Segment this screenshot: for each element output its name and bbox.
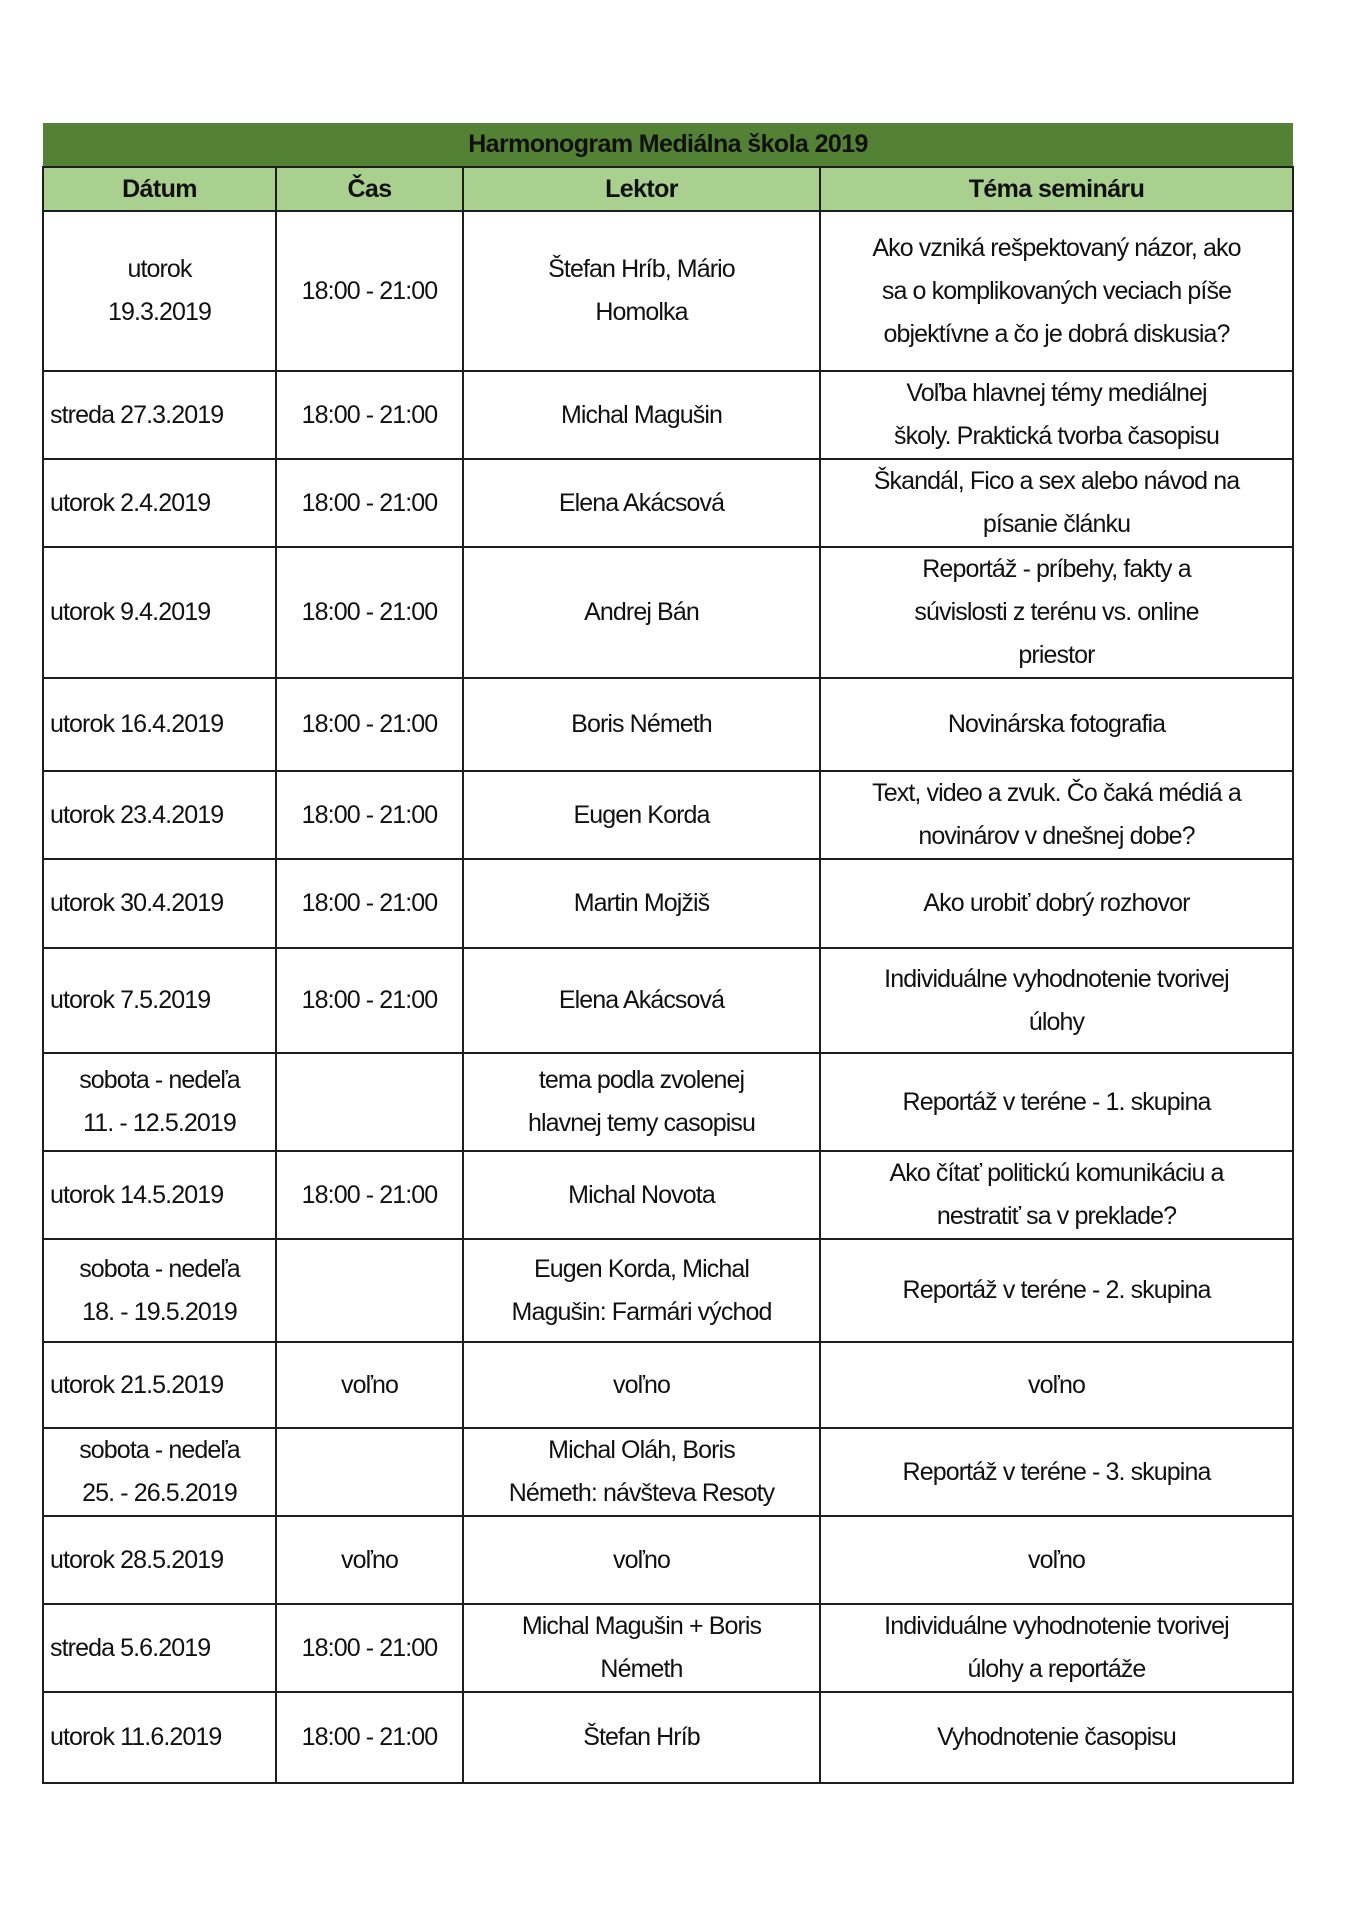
time-cell: 18:00 - 21:00 <box>276 1151 463 1239</box>
table-row <box>43 1692 1293 1783</box>
lecturer-cell: Boris Németh <box>463 678 820 771</box>
lecturer-cell: Elena Akácsová <box>463 948 820 1053</box>
date-cell: utorok 21.5.2019 <box>43 1342 276 1428</box>
time-cell: 18:00 - 21:00 <box>276 948 463 1053</box>
topic-cell: Vyhodnotenie časopisu <box>820 1692 1293 1783</box>
date-cell: utorok 11.6.2019 <box>43 1692 276 1783</box>
table-row <box>43 859 1293 948</box>
topic-cell: Text, video a zvuk. Čo čaká médiá a novinárov v dnešnej dobe? <box>820 771 1293 859</box>
topic-cell: Reportáž v teréne - 1. skupina <box>820 1053 1293 1151</box>
time-cell: 18:00 - 21:00 <box>276 211 463 371</box>
date-cell: utorok 14.5.2019 <box>43 1151 276 1239</box>
time-cell <box>276 1428 463 1516</box>
lecturer-cell: voľno <box>463 1342 820 1428</box>
topic-cell: Novinárska fotografia <box>820 678 1293 771</box>
time-cell: 18:00 - 21:00 <box>276 771 463 859</box>
date-cell: sobota - nedeľa 11. - 12.5.2019 <box>43 1053 276 1151</box>
table-row <box>43 1151 1293 1239</box>
date-cell: utorok 7.5.2019 <box>43 948 276 1053</box>
topic-cell: Ako čítať politickú komunikáciu a nestratiť sa v preklade? <box>820 1151 1293 1239</box>
header-lecturer: Lektor <box>463 167 820 211</box>
time-cell <box>276 1053 463 1151</box>
time-cell <box>276 1239 463 1342</box>
lecturer-cell: Štefan Hríb <box>463 1692 820 1783</box>
topic-cell: Individuálne vyhodnotenie tvorivej úlohy a reportáže <box>820 1604 1293 1692</box>
lecturer-cell: Michal Magušin <box>463 371 820 459</box>
topic-cell: voľno <box>820 1342 1293 1428</box>
table-row <box>43 948 1293 1053</box>
time-cell: 18:00 - 21:00 <box>276 371 463 459</box>
topic-cell: Reportáž v teréne - 2. skupina <box>820 1239 1293 1342</box>
table-row <box>43 459 1293 547</box>
header-topic: Téma semináru <box>820 167 1293 211</box>
lecturer-cell: Eugen Korda <box>463 771 820 859</box>
date-cell: streda 5.6.2019 <box>43 1604 276 1692</box>
header-date: Dátum <box>43 167 276 211</box>
table-row <box>43 211 1293 371</box>
header-row <box>43 167 1293 211</box>
time-cell: 18:00 - 21:00 <box>276 859 463 948</box>
table-title: Harmonogram Mediálna škola 2019 <box>43 123 1293 167</box>
topic-cell: Ako vzniká rešpektovaný názor, ako sa o komplikovaných veciach píše objektívne a čo je dobrá diskusia? <box>820 211 1293 371</box>
table-row <box>43 1428 1293 1516</box>
schedule-table <box>42 123 1294 1784</box>
date-cell: sobota - nedeľa 18. - 19.5.2019 <box>43 1239 276 1342</box>
lecturer-cell: Andrej Bán <box>463 547 820 678</box>
lecturer-cell: Michal Magušin + Boris Németh <box>463 1604 820 1692</box>
table-row <box>43 547 1293 678</box>
date-cell: utorok 28.5.2019 <box>43 1516 276 1604</box>
time-cell: 18:00 - 21:00 <box>276 547 463 678</box>
lecturer-cell: Elena Akácsová <box>463 459 820 547</box>
table-row <box>43 1342 1293 1428</box>
table-row <box>43 371 1293 459</box>
date-cell: sobota - nedeľa 25. - 26.5.2019 <box>43 1428 276 1516</box>
header-time: Čas <box>276 167 463 211</box>
lecturer-cell: Štefan Hríb, Mário Homolka <box>463 211 820 371</box>
table-row <box>43 1516 1293 1604</box>
date-cell: streda 27.3.2019 <box>43 371 276 459</box>
table-row <box>43 1239 1293 1342</box>
topic-cell: Voľba hlavnej témy mediálnej školy. Praktická tvorba časopisu <box>820 371 1293 459</box>
title-row <box>43 123 1293 167</box>
lecturer-cell: Eugen Korda, Michal Magušin: Farmári východ <box>463 1239 820 1342</box>
table-row <box>43 1053 1293 1151</box>
date-cell: utorok 19.3.2019 <box>43 211 276 371</box>
schedule-body <box>43 211 1293 1783</box>
time-cell: voľno <box>276 1342 463 1428</box>
table-row <box>43 1604 1293 1692</box>
time-cell: 18:00 - 21:00 <box>276 1604 463 1692</box>
lecturer-cell: voľno <box>463 1516 820 1604</box>
date-cell: utorok 16.4.2019 <box>43 678 276 771</box>
lecturer-cell: Martin Mojžiš <box>463 859 820 948</box>
lecturer-cell: tema podla zvolenej hlavnej temy casopisu <box>463 1053 820 1151</box>
time-cell: 18:00 - 21:00 <box>276 459 463 547</box>
time-cell: 18:00 - 21:00 <box>276 1692 463 1783</box>
date-cell: utorok 30.4.2019 <box>43 859 276 948</box>
table-row <box>43 678 1293 771</box>
time-cell: voľno <box>276 1516 463 1604</box>
date-cell: utorok 2.4.2019 <box>43 459 276 547</box>
table-row <box>43 771 1293 859</box>
lecturer-cell: Michal Novota <box>463 1151 820 1239</box>
topic-cell: Individuálne vyhodnotenie tvorivej úlohy <box>820 948 1293 1053</box>
date-cell: utorok 23.4.2019 <box>43 771 276 859</box>
time-cell: 18:00 - 21:00 <box>276 678 463 771</box>
date-cell: utorok 9.4.2019 <box>43 547 276 678</box>
lecturer-cell: Michal Oláh, Boris Németh: návšteva Resoty <box>463 1428 820 1516</box>
topic-cell: Ako urobiť dobrý rozhovor <box>820 859 1293 948</box>
topic-cell: Reportáž - príbehy, fakty a súvislosti z terénu vs. online priestor <box>820 547 1293 678</box>
topic-cell: Reportáž v teréne - 3. skupina <box>820 1428 1293 1516</box>
topic-cell: Škandál, Fico a sex alebo návod na písanie článku <box>820 459 1293 547</box>
topic-cell: voľno <box>820 1516 1293 1604</box>
